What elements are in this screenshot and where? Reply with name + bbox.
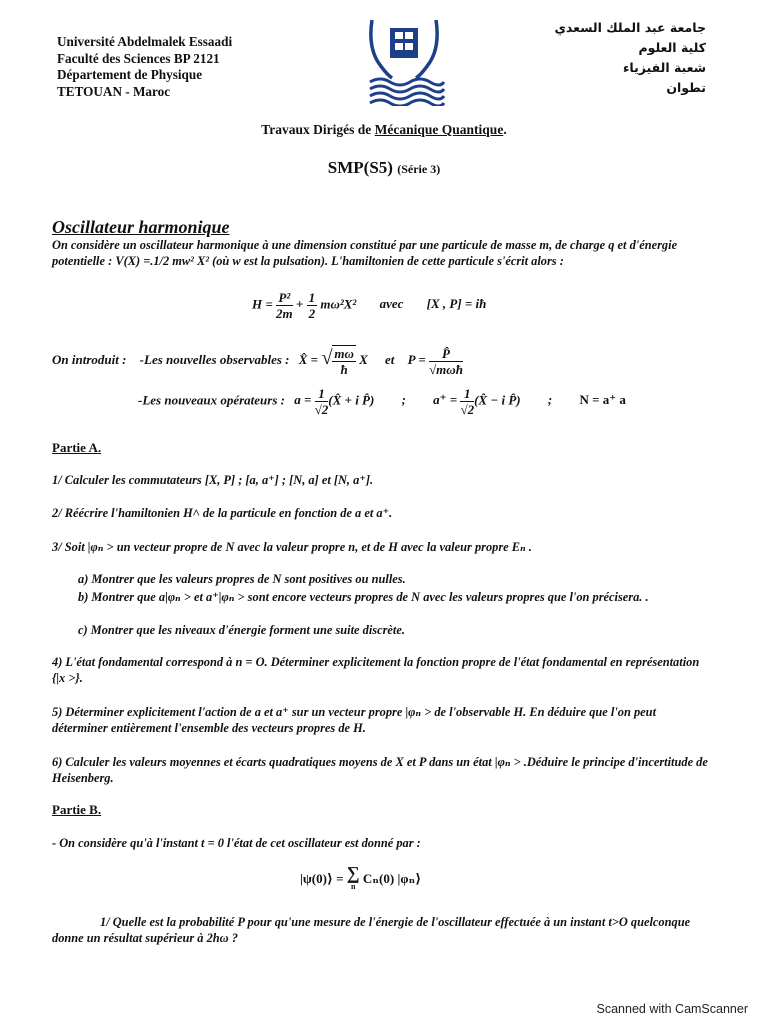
university-header-left [57, 34, 232, 100]
introduit-label: On introduit : [52, 351, 127, 367]
question-a4: 4) L'état fondamental correspond à n = O. Déterminer explicitement la fonction propre de l'état fondamental en représentation {|x >}. [52, 655, 700, 685]
fraction-denominator: √2 [460, 402, 475, 417]
title-course: Mécanique Quantique [374, 122, 504, 137]
question-a3a: a) Montrer que les valeurs propres de N sont positives ou nulles. [78, 572, 406, 586]
eq-lhs: H = [252, 296, 273, 312]
x-var: X [359, 351, 368, 367]
x-hat-lhs: X̂ = [298, 351, 319, 367]
hamiltonian-equation [252, 290, 486, 321]
sum-index: n [351, 882, 356, 891]
fraction-denominator: ħ [340, 362, 348, 377]
part-a-label: Partie A [52, 440, 98, 455]
fraction-numerator: P̂ [429, 346, 463, 362]
header-left-line: Université Abdelmalek Essaadi [57, 34, 233, 49]
scanner-watermark: Scanned with CamScanner [596, 1002, 748, 1016]
sqrt-icon: √ [321, 346, 333, 369]
question-b1: 1/ Quelle est la probabilité P pour qu'une mesure de l'énergie de l'oscillateur effectuée à un instant t>O quelconque donne un résultat supérieur à 2hω ? [52, 915, 691, 945]
fraction [460, 386, 474, 417]
part-b-intro: - On considère qu'à l'instant t = 0 l'état de cet oscillateur est donné par : [52, 836, 421, 850]
question-a3c: c) Montrer que les niveaux d'énergie forment une suite discrète. [78, 623, 405, 637]
header-right-line: شعبة الفيزياء [622, 60, 706, 75]
fraction [429, 346, 463, 377]
university-header-right [554, 18, 706, 98]
fraction-denominator: 2 [308, 306, 316, 321]
header-left-line: Département de Physique [57, 67, 203, 82]
p-lhs: P = [407, 351, 426, 367]
document-subtitle [0, 158, 768, 178]
fraction-denominator: √2 [314, 402, 329, 417]
header-right-line: كلية العلوم [638, 40, 706, 55]
title-suffix: . [503, 122, 507, 137]
et-label: et [385, 351, 395, 367]
fraction [332, 345, 356, 377]
state-eq-lhs: |ψ(0)⟩ = [300, 870, 347, 886]
intro-paragraph: On considère un oscillateur harmonique à une dimension constitué par une particule de masse m, de charge q et d'énergie potentielle : V(X) =.1/2 mw² X² (où w est la pulsation). L'hamiltonien de cette particule s'écrit alors : [52, 238, 678, 268]
fraction-numerator: 1 [315, 386, 329, 402]
fraction-denominator: √mωħ [429, 361, 463, 377]
part-a-title [52, 440, 101, 456]
university-logo-icon [362, 16, 446, 106]
question-a3: 3/ Soit |φₙ > un vecteur propre de N avec la valeur propre n, et de H avec la valeur propre Eₙ . [52, 540, 532, 554]
question-a2: 2/ Réécrire l'hamiltonien H˄ de la particule en fonction de a et a⁺. [52, 506, 393, 520]
part-a-suffix: . [97, 440, 102, 455]
sum-sigma: ∑ [346, 863, 360, 883]
part-b-title: Partie B. [52, 802, 102, 817]
fraction-numerator: P² [276, 290, 293, 306]
fraction-numerator: mω [334, 346, 354, 361]
state-equation [300, 863, 422, 894]
a-expr: (X̂ + i P̂) [328, 392, 375, 408]
observables-label: -Les nouvelles observables : [139, 351, 290, 367]
question-a6: 6) Calculer les valeurs moyennes et écarts quadratiques moyens de X et P dans un état |φₙ > .Déduire le principe d'incertitude de Heisenberg. [52, 755, 708, 785]
operators-line [138, 386, 626, 417]
section-title: Oscillateur harmonique [52, 217, 230, 237]
question-a1: 1/ Calculer les commutateurs [X, P] ; [a, a⁺] ; [N, a] et [N, a⁺]. [52, 473, 374, 487]
separator: ; [401, 392, 406, 408]
state-eq-rhs: Cₙ(0) |φₙ⟩ [362, 870, 422, 886]
adag-expr: (X̂ − i P̂) [474, 392, 521, 408]
fraction [276, 290, 293, 321]
fraction-denominator: 2m [276, 306, 293, 321]
eq-avec: avec [379, 296, 404, 312]
header-right-line: تطوان [666, 80, 706, 95]
header-right-line: جامعة عبد الملك السعدي [554, 20, 706, 35]
document-title [0, 122, 768, 138]
header-left-line: Faculté des Sciences BP 2121 [57, 50, 220, 66]
fraction [307, 290, 318, 321]
title-prefix: Travaux Dirigés de [261, 122, 375, 137]
university-logo [362, 16, 446, 106]
question-a3b: b) Montrer que a|φₙ > et a⁺|φₙ > sont encore vecteurs propres de N avec les valeurs propres que l'on précisera. . [78, 590, 649, 604]
observables-line [52, 345, 463, 377]
question-a5: 5) Déterminer explicitement l'action de a et a⁺ sur un vecteur propre |φₙ > de l'observable H. En déduire que l'on peut déterminer entièrement l'ensemble des vecteurs propres de H. [52, 705, 657, 735]
operators-label: -Les nouveaux opérateurs : [138, 392, 285, 408]
sum-symbol [346, 863, 360, 894]
fraction-numerator: 1 [308, 290, 316, 305]
header-left-line: TETOUAN - Maroc [57, 83, 171, 99]
adag-lhs: a⁺ = [433, 392, 458, 408]
subtitle-series: (Série 3) [397, 162, 441, 176]
subtitle-main: SMP(S5) [327, 158, 393, 177]
eq-term: mω²X² [320, 296, 357, 312]
separator: ; [547, 392, 553, 408]
fraction [315, 386, 329, 417]
eq-plus: + [295, 296, 304, 312]
n-operator: N = a⁺ a [579, 392, 626, 408]
a-lhs: a = [294, 392, 312, 408]
eq-commutator: [X , P] = iħ [426, 296, 487, 312]
fraction-numerator: 1 [460, 386, 474, 402]
